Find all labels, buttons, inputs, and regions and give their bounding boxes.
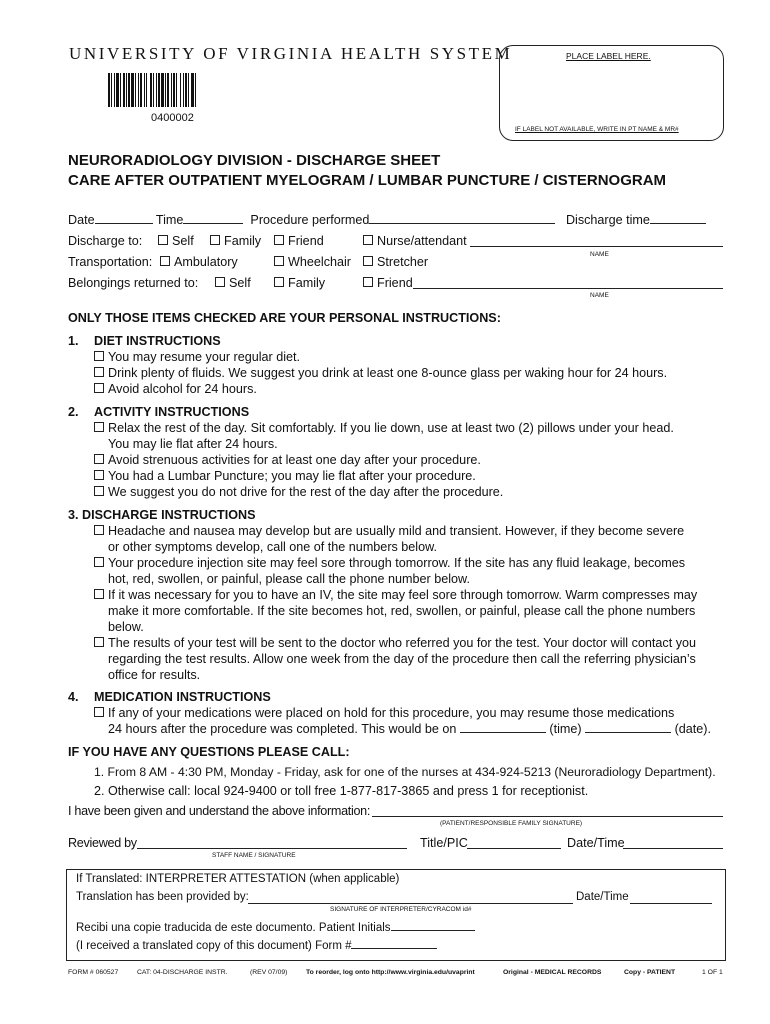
form-number-field[interactable] bbox=[351, 948, 437, 949]
checkbox[interactable] bbox=[363, 235, 373, 245]
questions-line-2: 2. Otherwise call: local 924-9400 or toll free 1-877-817-3865 and press 1 for receptionist. bbox=[94, 784, 589, 798]
checkbox[interactable] bbox=[94, 486, 104, 496]
barcode-bar bbox=[108, 73, 110, 107]
diet-number: 1. bbox=[68, 334, 79, 348]
staff-caption: STAFF NAME / SIGNATURE bbox=[212, 852, 296, 859]
questions-line-1: 1. From 8 AM - 4:30 PM, Monday - Friday, ask for one of the nurses at 434-924-5213 (Neuroradiology Department). bbox=[94, 765, 716, 779]
diet-heading: DIET INSTRUCTIONS bbox=[94, 334, 221, 348]
interpreter-heading: If Translated: INTERPRETER ATTESTATION (when applicable) bbox=[76, 873, 400, 885]
barcode-bar bbox=[146, 73, 147, 107]
checkbox[interactable] bbox=[94, 422, 104, 432]
time-field[interactable] bbox=[183, 223, 243, 224]
diet-item-2[interactable]: Drink plenty of fluids. We suggest you drink at least one 8-ounce glass per waking hour for 24 hours. bbox=[94, 366, 667, 380]
label-box-text: PLACE LABEL HERE. bbox=[566, 51, 651, 61]
understand-statement: I have been given and understand the above information: bbox=[68, 804, 371, 818]
medication-heading: MEDICATION INSTRUCTIONS bbox=[94, 690, 271, 704]
barcode-bar bbox=[153, 73, 154, 107]
footer-form: FORM # 060527 bbox=[68, 969, 119, 976]
friend-name-field[interactable] bbox=[413, 288, 723, 289]
date-label: Date bbox=[68, 213, 95, 227]
barcode-bar bbox=[185, 73, 187, 107]
barcode bbox=[108, 73, 228, 107]
checkbox[interactable] bbox=[94, 351, 104, 361]
barcode-number: 0400002 bbox=[151, 112, 194, 124]
date-row bbox=[68, 213, 706, 227]
discharge-self-option[interactable]: Self bbox=[158, 234, 194, 248]
barcode-bar bbox=[114, 73, 115, 107]
belongings-label: Belongings returned to: bbox=[68, 276, 199, 290]
procedure-field[interactable] bbox=[369, 223, 555, 224]
discharge-item-4-cont: regarding the test results. Allow one week from the day of the procedure then call the referring physician’s bbox=[108, 652, 696, 666]
barcode-bar bbox=[191, 73, 194, 107]
transportation-label: Transportation: bbox=[68, 255, 153, 269]
stretcher-option[interactable]: Stretcher bbox=[363, 255, 428, 269]
interpreter-date-time-field[interactable] bbox=[630, 903, 712, 904]
barcode-bar bbox=[150, 73, 152, 107]
footer-cat: CAT: 04-DISCHARGE INSTR. bbox=[137, 969, 228, 976]
medication-date-field[interactable] bbox=[585, 732, 671, 733]
barcode-bar bbox=[131, 73, 134, 107]
barcode-bar bbox=[180, 73, 181, 107]
discharge-nurse-option[interactable]: Nurse/attendant bbox=[363, 234, 467, 248]
barcode-bar bbox=[173, 73, 175, 107]
footer-reorder: To reorder, log onto http://www.virginia.edu/uvaprint bbox=[306, 969, 475, 976]
procedure-label: Procedure performed bbox=[250, 213, 370, 227]
medication-number: 4. bbox=[68, 690, 79, 704]
checkbox[interactable] bbox=[210, 235, 220, 245]
discharge-item-3-cont2: below. bbox=[108, 620, 144, 634]
name-caption-2: NAME bbox=[590, 292, 609, 299]
checkbox[interactable] bbox=[363, 256, 373, 266]
discharge-to-label: Discharge to: bbox=[68, 234, 143, 248]
footer-original: Original - MEDICAL RECORDS bbox=[503, 969, 602, 976]
activity-heading: ACTIVITY INSTRUCTIONS bbox=[94, 405, 250, 419]
barcode-bar bbox=[156, 73, 157, 107]
checkbox[interactable] bbox=[160, 256, 170, 266]
belongings-self-option[interactable]: Self bbox=[215, 276, 251, 290]
discharge-heading: 3. DISCHARGE INSTRUCTIONS bbox=[68, 508, 256, 522]
discharge-item-2-cont: hot, red, swollen, or painful, please call the phone number below. bbox=[108, 572, 470, 586]
checkbox[interactable] bbox=[158, 235, 168, 245]
medication-item-1[interactable]: If any of your medications were placed on hold for this procedure, you may resume those medications bbox=[94, 706, 674, 720]
patient-initials-field[interactable] bbox=[391, 930, 475, 931]
checkbox[interactable] bbox=[94, 367, 104, 377]
date-time-label: Date/Time bbox=[567, 836, 625, 850]
checkbox[interactable] bbox=[363, 277, 373, 287]
activity-item-4[interactable]: We suggest you do not drive for the rest of the day after the procedure. bbox=[94, 485, 503, 499]
discharge-item-4-cont2: office for results. bbox=[108, 668, 201, 682]
barcode-bar bbox=[176, 73, 177, 107]
discharge-item-3[interactable]: If it was necessary for you to have an IV, the site may feel sore through tomorrow. Warm compresses may bbox=[94, 588, 697, 602]
checkbox[interactable] bbox=[94, 589, 104, 599]
discharge-item-3-cont: make it more comfortable. If the site becomes hot, red, swollen, or painful, please call the phone numbers bbox=[108, 604, 696, 618]
barcode-bar bbox=[183, 73, 184, 107]
checkbox[interactable] bbox=[94, 525, 104, 535]
footer-page: 1 OF 1 bbox=[702, 969, 723, 976]
barcode-bar bbox=[195, 73, 196, 107]
discharge-time-field[interactable] bbox=[650, 223, 706, 224]
activity-item-1[interactable]: Relax the rest of the day. Sit comfortably. If you lie down, use at least two (2) pillows under your head. bbox=[94, 421, 674, 435]
reviewed-by-label: Reviewed by bbox=[68, 836, 137, 850]
date-time-field[interactable] bbox=[623, 848, 723, 849]
medication-item-1-cont: 24 hours after the procedure was completed. This would be on (time) (date). bbox=[108, 722, 711, 736]
diet-item-3[interactable]: Avoid alcohol for 24 hours. bbox=[94, 382, 257, 396]
patient-signature-caption: (PATIENT/RESPONSIBLE FAMILY SIGNATURE) bbox=[440, 820, 583, 827]
name-caption: NAME bbox=[590, 251, 609, 258]
medication-time-field[interactable] bbox=[460, 732, 546, 733]
translation-provided-label: Translation has been provided by: bbox=[76, 891, 249, 903]
barcode-bar bbox=[126, 73, 127, 107]
barcode-bar bbox=[140, 73, 142, 107]
barcode-bar bbox=[158, 73, 160, 107]
checkbox[interactable] bbox=[274, 277, 284, 287]
instructions-heading: ONLY THOSE ITEMS CHECKED ARE YOUR PERSONAL INSTRUCTIONS: bbox=[68, 311, 501, 325]
discharge-family-option[interactable]: Family bbox=[210, 234, 261, 248]
reviewed-by-field[interactable] bbox=[137, 848, 407, 849]
institution-name: UNIVERSITY OF VIRGINIA HEALTH SYSTEM bbox=[69, 44, 513, 63]
barcode-bar bbox=[188, 73, 189, 107]
time-label: Time bbox=[155, 213, 184, 227]
discharge-item-2[interactable]: Your procedure injection site may feel sore through tomorrow. If the site has any fluid leakage, becomes bbox=[94, 556, 685, 570]
discharge-time-label: Discharge time bbox=[565, 213, 650, 227]
barcode-bar bbox=[144, 73, 145, 107]
label-box-note: IF LABEL NOT AVAILABLE, WRITE IN PT NAME & MR# bbox=[515, 126, 679, 133]
patient-signature-field[interactable] bbox=[372, 816, 723, 817]
footer-copy: Copy - PATIENT bbox=[624, 969, 676, 976]
belongings-friend-option[interactable]: Friend bbox=[363, 276, 413, 290]
interpreter-caption: SIGNATURE OF INTERPRETER/CYRACOM id# bbox=[330, 906, 472, 913]
barcode-bar bbox=[161, 73, 164, 107]
belongings-family-option[interactable]: Family bbox=[274, 276, 325, 290]
form-title-line2: CARE AFTER OUTPATIENT MYELOGRAM / LUMBAR PUNCTURE / CISTERNOGRAM bbox=[68, 172, 667, 189]
activity-item-3[interactable]: You had a Lumbar Puncture; you may lie flat after your procedure. bbox=[94, 469, 476, 483]
spanish-statement: Recibi una copie traducida de este documento. Patient Initials bbox=[76, 922, 475, 934]
barcode-bar bbox=[165, 73, 166, 107]
activity-number: 2. bbox=[68, 405, 79, 419]
checkbox[interactable] bbox=[94, 454, 104, 464]
barcode-bar bbox=[116, 73, 119, 107]
title-pic-label: Title/PIC bbox=[420, 836, 468, 850]
checkbox[interactable] bbox=[94, 637, 104, 647]
discharge-item-1-cont: or other symptoms develop, call one of the numbers below. bbox=[108, 540, 438, 554]
checkbox[interactable] bbox=[94, 383, 104, 393]
barcode-bar bbox=[167, 73, 169, 107]
checkbox[interactable] bbox=[94, 470, 104, 480]
title-pic-field[interactable] bbox=[467, 848, 561, 849]
activity-item-2[interactable]: Avoid strenuous activities for at least one day after your procedure. bbox=[94, 453, 481, 467]
discharge-friend-option[interactable]: Friend bbox=[274, 234, 324, 248]
wheelchair-option[interactable]: Wheelchair bbox=[274, 255, 351, 269]
english-statement: (I received a translated copy of this document) Form # bbox=[76, 940, 437, 952]
checkbox[interactable] bbox=[274, 235, 284, 245]
activity-item-1-cont: You may lie flat after 24 hours. bbox=[108, 437, 278, 451]
form-title-line1: NEURORADIOLOGY DIVISION - DISCHARGE SHEET bbox=[68, 152, 441, 169]
nurse-name-field[interactable] bbox=[470, 246, 723, 247]
interpreter-signature-field[interactable] bbox=[248, 903, 573, 904]
diet-item-1[interactable]: You may resume your regular diet. bbox=[94, 350, 300, 364]
date-field[interactable] bbox=[95, 223, 153, 224]
interpreter-date-time-label: Date/Time bbox=[576, 891, 629, 903]
barcode-bar bbox=[135, 73, 136, 107]
checkbox[interactable] bbox=[94, 557, 104, 567]
barcode-bar bbox=[171, 73, 172, 107]
checkbox[interactable] bbox=[94, 707, 104, 717]
checkbox[interactable] bbox=[215, 277, 225, 287]
barcode-bar bbox=[128, 73, 130, 107]
barcode-bar bbox=[123, 73, 125, 107]
discharge-item-4[interactable]: The results of your test will be sent to the doctor who referred you for the test. Your doctor will contact you bbox=[94, 636, 696, 650]
checkbox[interactable] bbox=[274, 256, 284, 266]
barcode-bar bbox=[120, 73, 121, 107]
barcode-bar bbox=[111, 73, 112, 107]
discharge-item-1[interactable]: Headache and nausea may develop but are usually mild and transient. However, if they become severe bbox=[94, 524, 684, 538]
footer-rev: (REV 07/09) bbox=[250, 969, 288, 976]
ambulatory-option[interactable]: Ambulatory bbox=[160, 255, 238, 269]
barcode-bar bbox=[138, 73, 139, 107]
questions-heading: IF YOU HAVE ANY QUESTIONS PLEASE CALL: bbox=[68, 745, 350, 759]
